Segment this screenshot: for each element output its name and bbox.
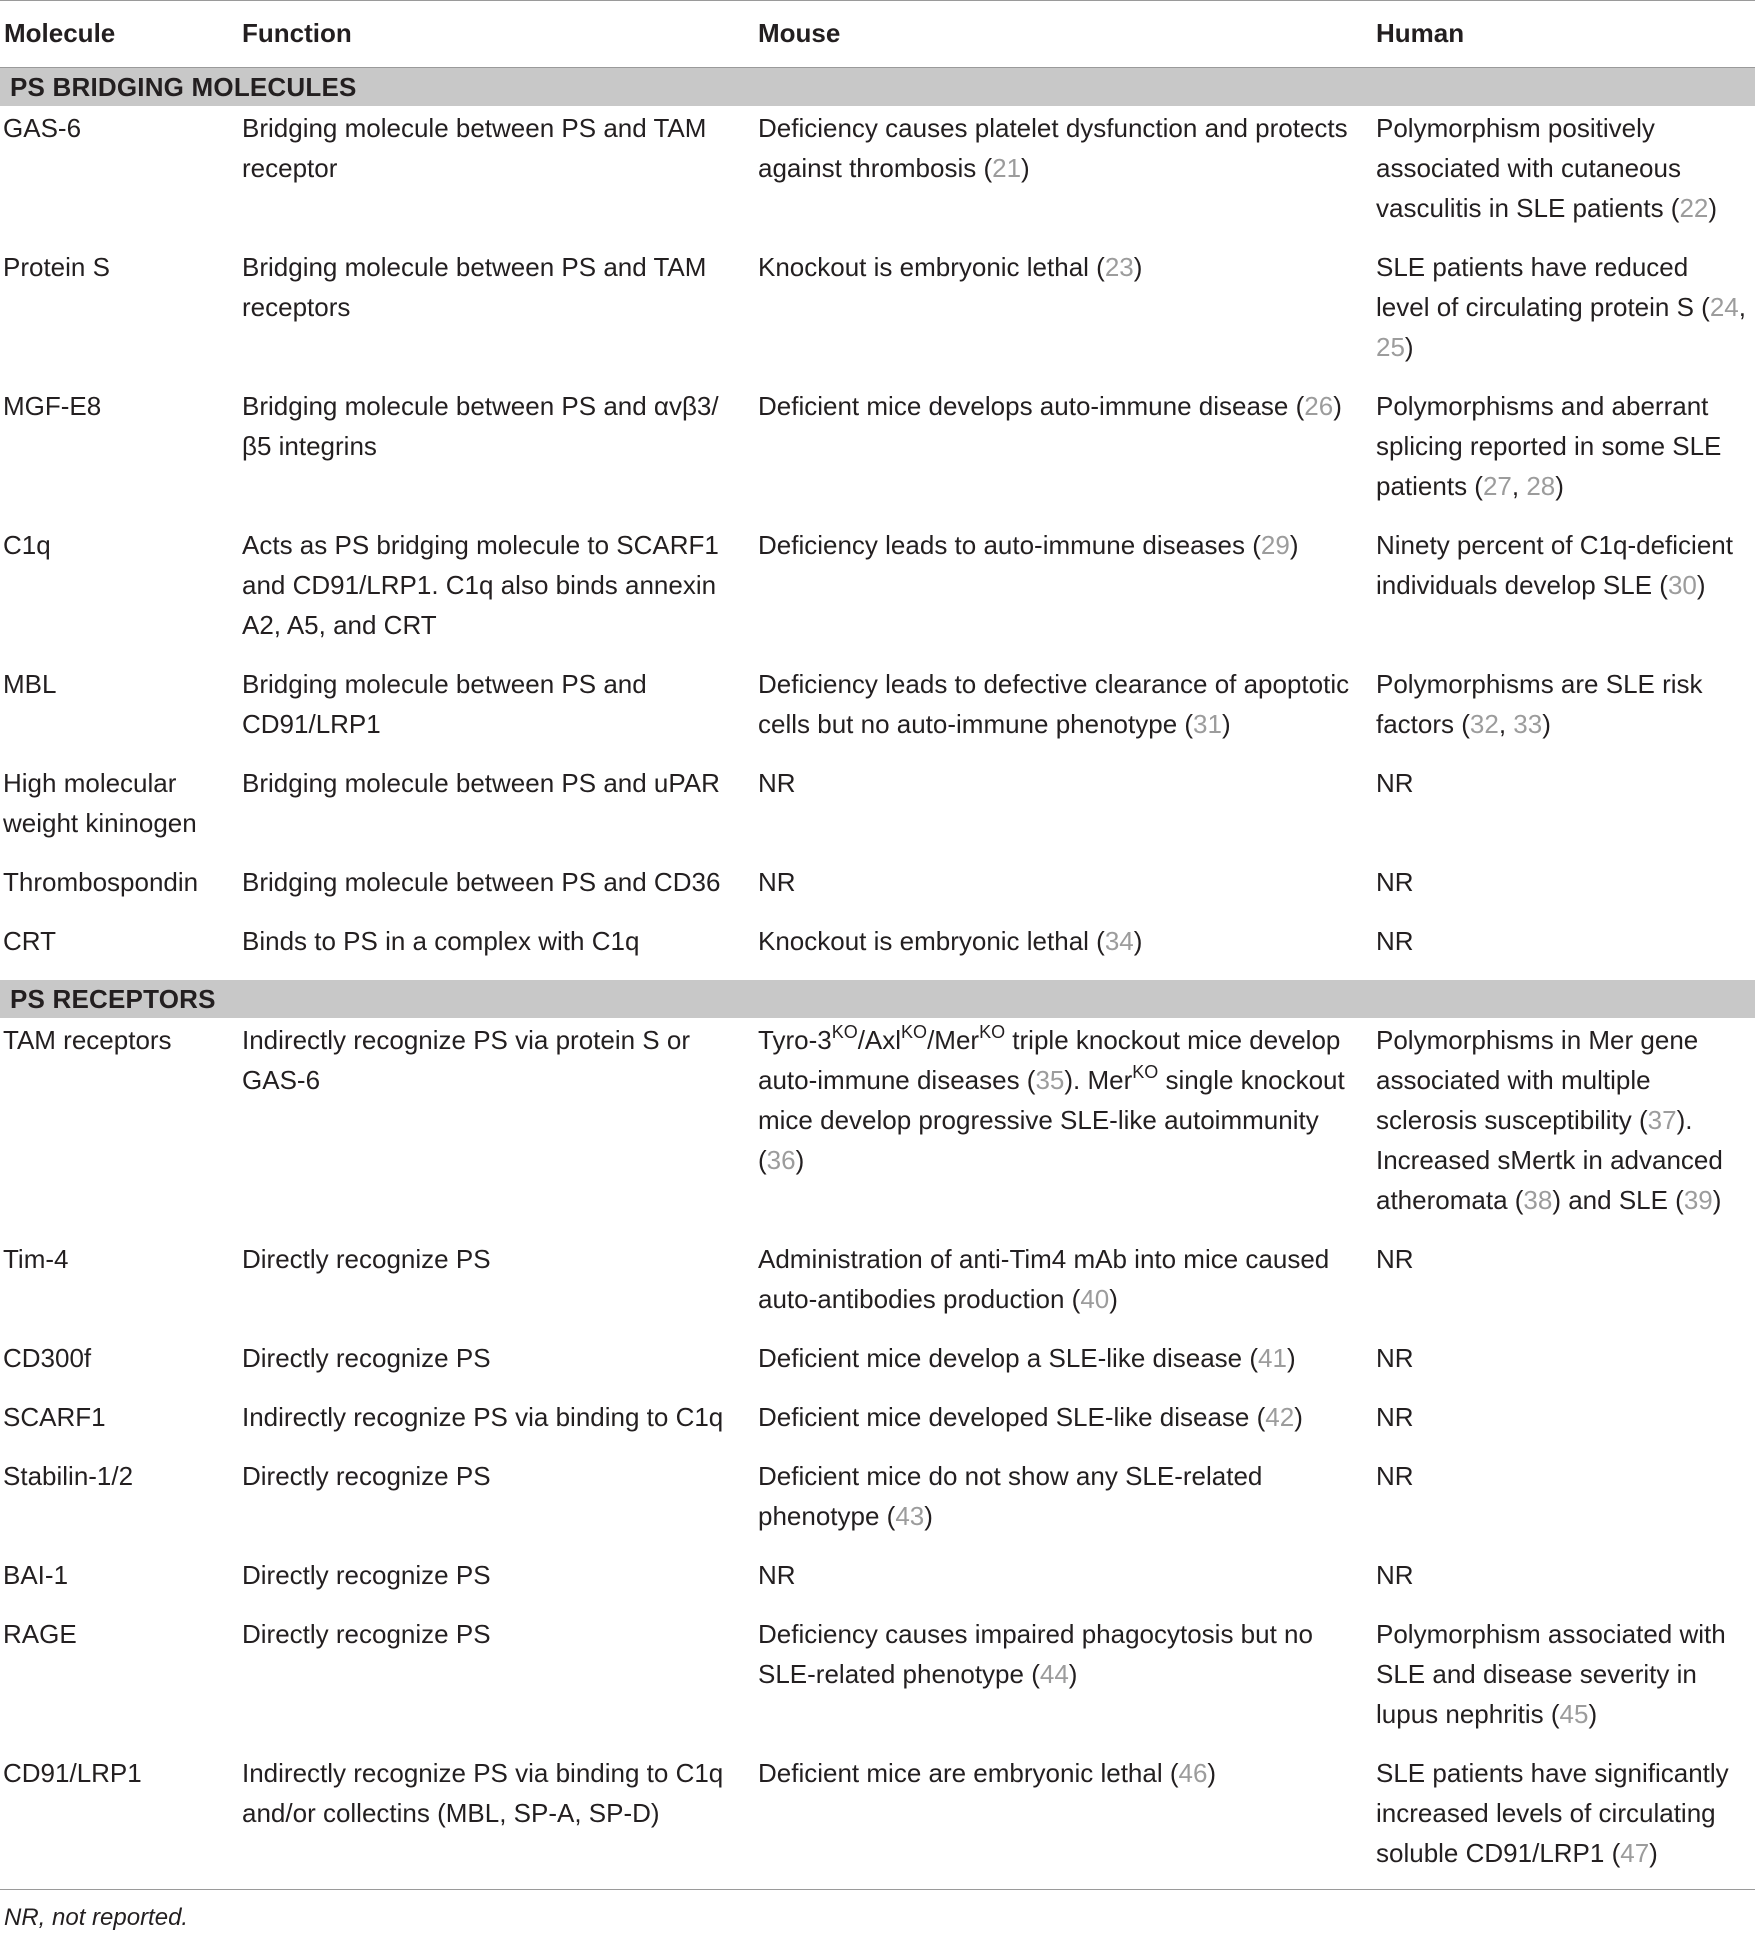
- citation-ref: 46: [1178, 1758, 1208, 1788]
- cell-text: single knockout mice develop progressive SLE-like autoimmunity (: [758, 1065, 1345, 1175]
- cell-text: ) and SLE (: [1552, 1185, 1684, 1215]
- mouse-cell: [754, 664, 1372, 763]
- cell-text: ): [1068, 1659, 1078, 1689]
- cell-text: ): [1221, 709, 1231, 739]
- human-cell: [1372, 106, 1755, 247]
- cell-text: ,: [1498, 709, 1514, 739]
- cell-text: Deficiency causes platelet dysfunction and protects against thrombosis (: [758, 113, 1348, 183]
- table-row: [0, 1456, 1755, 1555]
- human-cell: [1372, 1239, 1755, 1338]
- cell-text: ): [1289, 530, 1299, 560]
- human-cell: [1372, 664, 1755, 763]
- cell-text: Ninety percent of C1q-deficient individuals develop SLE (: [1376, 530, 1733, 600]
- citation-ref: 42: [1265, 1402, 1295, 1432]
- citation-ref: 40: [1080, 1284, 1110, 1314]
- cell-text: ). Mer: [1064, 1065, 1133, 1095]
- cell-text: /Axl: [857, 1025, 902, 1055]
- table-row: [0, 862, 1755, 921]
- cell-text: NR: [1376, 926, 1414, 956]
- cell-text: ): [1696, 570, 1706, 600]
- table-row: [0, 1018, 1755, 1239]
- molecule-cell: CRT: [3, 926, 56, 956]
- cell-text: NR: [1376, 1461, 1414, 1491]
- human-cell: [1372, 1614, 1755, 1753]
- cell-text: Deficiency causes impaired phagocytosis but no SLE-related phenotype (: [758, 1619, 1313, 1689]
- cell-text: ): [1294, 1402, 1303, 1432]
- cell-text: NR: [1376, 768, 1414, 798]
- citation-ref: 44: [1039, 1659, 1069, 1689]
- cell-text: ). Increased sMertk in advanced atheromata (: [1376, 1105, 1723, 1215]
- header-mouse: Mouse: [754, 1, 1372, 68]
- cell-text: Deficient mice developed SLE-like disease (: [758, 1402, 1266, 1432]
- cell-text: ): [1207, 1758, 1217, 1788]
- cell-text: Knockout is embryonic lethal (: [758, 926, 1105, 956]
- superscript: KO: [901, 1022, 928, 1043]
- citation-ref: 43: [895, 1501, 925, 1531]
- header-row: [0, 1, 1755, 68]
- cell-text: Polymorphism positively associated with cutaneous vasculitis in SLE patients (: [1376, 113, 1681, 223]
- citation-ref: 26: [1304, 391, 1334, 421]
- human-cell: [1372, 386, 1755, 525]
- function-cell: Indirectly recognize PS via protein S or GAS-6: [242, 1025, 690, 1095]
- function-cell: Bridging molecule between PS and CD36: [242, 867, 721, 897]
- table-row: [0, 1555, 1755, 1614]
- cell-text: Deficient mice do not show any SLE-related phenotype (: [758, 1461, 1263, 1531]
- function-cell: Acts as PS bridging molecule to SCARF1 and CD91/LRP1. C1q also binds annexin A2, A5, and CRT: [242, 530, 719, 640]
- function-cell: Bridging molecule between PS and TAM receptors: [242, 252, 707, 322]
- table-row: [0, 1753, 1755, 1890]
- human-cell: [1372, 525, 1755, 664]
- function-cell: Bridging molecule between PS and TAM receptor: [242, 113, 707, 183]
- citation-ref: 38: [1523, 1185, 1553, 1215]
- mouse-cell: [754, 106, 1372, 247]
- table-row: [0, 247, 1755, 386]
- cell-text: Deficiency leads to auto-immune diseases (: [758, 530, 1261, 560]
- molecule-cell: RAGE: [3, 1619, 77, 1649]
- human-cell: [1372, 1753, 1755, 1890]
- cell-text: NR: [758, 867, 796, 897]
- mouse-cell: [754, 1753, 1372, 1890]
- cell-text: SLE patients have reduced level of circulating protein S (: [1376, 252, 1710, 322]
- molecule-cell: MBL: [3, 669, 57, 699]
- human-cell: [1372, 763, 1755, 862]
- cell-text: Deficient mice develops auto-immune disease (: [758, 391, 1305, 421]
- molecule-cell: SCARF1: [3, 1402, 106, 1432]
- cell-text: ): [1649, 1838, 1658, 1868]
- mouse-cell: [754, 1456, 1372, 1555]
- cell-text: Tyro-3: [758, 1025, 832, 1055]
- table-row: [0, 1397, 1755, 1456]
- molecule-cell: Thrombospondin: [3, 867, 199, 897]
- function-cell: Directly recognize PS: [242, 1619, 491, 1649]
- citation-ref: 32: [1469, 709, 1499, 739]
- mouse-cell: [754, 1614, 1372, 1753]
- citation-ref: 23: [1104, 252, 1134, 282]
- table-row: [0, 921, 1755, 980]
- header-function: Function: [238, 1, 754, 68]
- cell-text: ): [1588, 1699, 1598, 1729]
- function-cell: Indirectly recognize PS via binding to C1q and/or collectins (MBL, SP-A, SP-D): [238, 1753, 754, 1890]
- cell-text: ): [1712, 1185, 1722, 1215]
- cell-text: Deficient mice are embryonic lethal (: [758, 1758, 1179, 1788]
- cell-text: ): [1708, 193, 1718, 223]
- human-cell: [1372, 1456, 1755, 1555]
- mouse-cell: [754, 1338, 1372, 1397]
- cell-text: ): [1133, 252, 1143, 282]
- citation-ref: 21: [992, 153, 1022, 183]
- human-cell: [1372, 1555, 1755, 1614]
- cell-text: Administration of anti-Tim4 mAb into mice caused auto-antibodies production (: [758, 1244, 1330, 1314]
- molecule-cell: C1q: [3, 530, 51, 560]
- molecule-cell: MGF-E8: [3, 391, 102, 421]
- cell-text: ): [1542, 709, 1551, 739]
- section-title-receptors: PS RECEPTORS: [0, 980, 1755, 1018]
- function-cell: Bridging molecule between PS and αvβ3/β5 integrins: [242, 391, 719, 461]
- mouse-cell: [754, 763, 1372, 862]
- table-row: [0, 763, 1755, 862]
- mouse-cell: [754, 1018, 1372, 1239]
- citation-ref: 28: [1526, 471, 1556, 501]
- citation-ref: 22: [1679, 193, 1709, 223]
- citation-ref: 36: [766, 1145, 796, 1175]
- cell-text: SLE patients have significantly increased levels of circulating soluble CD91/LRP1 (: [1376, 1758, 1729, 1868]
- cell-text: ): [1404, 332, 1414, 362]
- mouse-cell: [754, 1397, 1372, 1456]
- human-cell: [1372, 247, 1755, 386]
- cell-text: Polymorphisms are SLE risk factors (: [1376, 669, 1703, 739]
- function-cell: Directly recognize PS: [242, 1244, 491, 1274]
- cell-text: Deficient mice develop a SLE-like disease (: [758, 1343, 1259, 1373]
- cell-text: ): [1109, 1284, 1118, 1314]
- function-cell: Directly recognize PS: [242, 1560, 491, 1590]
- mouse-cell: [754, 1555, 1372, 1614]
- cell-text: Deficiency leads to defective clearance of apoptotic cells but no auto-immune phenotype (: [758, 669, 1350, 739]
- cell-text: Polymorphism associated with SLE and disease severity in lupus nephritis (: [1376, 1619, 1726, 1729]
- cell-text: ,: [1738, 292, 1746, 322]
- footnote: NR, not reported.: [4, 1904, 189, 1931]
- cell-text: ,: [1511, 471, 1527, 501]
- citation-ref: 37: [1647, 1105, 1677, 1135]
- mouse-cell: [754, 386, 1372, 525]
- cell-text: NR: [1376, 1402, 1414, 1432]
- cell-text: NR: [758, 1560, 796, 1590]
- citation-ref: 39: [1683, 1185, 1713, 1215]
- cell-text: NR: [1376, 1244, 1414, 1274]
- citation-ref: 30: [1667, 570, 1697, 600]
- mouse-cell: [754, 862, 1372, 921]
- superscript: KO: [831, 1022, 858, 1043]
- section-row-receptors: [0, 980, 1755, 1018]
- molecule-cell: CD300f: [3, 1343, 92, 1373]
- table-row: [0, 106, 1755, 247]
- cell-text: NR: [758, 768, 796, 798]
- cell-text: Polymorphisms in Mer gene associated with multiple sclerosis susceptibility (: [1376, 1025, 1699, 1135]
- human-cell: [1372, 862, 1755, 921]
- superscript: KO: [979, 1022, 1006, 1043]
- cell-text: NR: [1376, 867, 1414, 897]
- molecule-cell: GAS-6: [3, 113, 82, 143]
- cell-text: /Mer: [927, 1025, 980, 1055]
- function-cell: Directly recognize PS: [242, 1461, 491, 1491]
- cell-text: NR: [1376, 1343, 1414, 1373]
- function-cell: Directly recognize PS: [242, 1343, 491, 1373]
- human-cell: [1372, 1018, 1755, 1239]
- header-human: Human: [1372, 1, 1755, 68]
- header-molecule: Molecule: [0, 1, 238, 68]
- citation-ref: 41: [1258, 1343, 1287, 1373]
- molecule-cell: BAI-1: [3, 1560, 69, 1590]
- table-row: [0, 525, 1755, 664]
- mouse-cell: [754, 525, 1372, 664]
- cell-text: triple knockout mice develop auto-immune diseases (: [758, 1025, 1341, 1095]
- cell-text: ): [1333, 391, 1342, 421]
- molecule-cell: High molecular weight kininogen: [3, 768, 197, 838]
- mouse-cell: [754, 1239, 1372, 1338]
- molecule-cell: Protein S: [3, 252, 110, 282]
- cell-text: ): [1133, 926, 1143, 956]
- table-row: [0, 386, 1755, 525]
- section-row-bridging: [0, 68, 1755, 107]
- table-row: [0, 1338, 1755, 1397]
- function-cell: Indirectly recognize PS via binding to C1q: [242, 1402, 724, 1432]
- molecule-cell: Stabilin-1/2: [3, 1461, 134, 1491]
- human-cell: [1372, 921, 1755, 980]
- function-cell: Bridging molecule between PS and uPAR: [242, 768, 720, 798]
- citation-ref: 27: [1482, 471, 1512, 501]
- section-title-bridging: PS BRIDGING MOLECULES: [0, 68, 1755, 107]
- mouse-cell: [754, 921, 1372, 980]
- cell-text: ): [924, 1501, 933, 1531]
- citation-ref: 25: [1376, 332, 1405, 362]
- citation-ref: 24: [1709, 292, 1739, 322]
- table-row: [0, 1239, 1755, 1338]
- citation-ref: 47: [1620, 1838, 1650, 1868]
- molecule-cell: CD91/LRP1: [0, 1753, 238, 1890]
- cell-text: Polymorphisms and aberrant splicing reported in some SLE patients (: [1376, 391, 1722, 501]
- cell-text: ): [1286, 1343, 1296, 1373]
- mouse-cell: [754, 247, 1372, 386]
- molecule-cell: Tim-4: [3, 1244, 69, 1274]
- citation-ref: 35: [1035, 1065, 1065, 1095]
- citation-ref: 33: [1513, 709, 1543, 739]
- cell-text: ): [795, 1145, 805, 1175]
- molecule-cell: TAM receptors: [3, 1025, 172, 1055]
- superscript: KO: [1132, 1062, 1159, 1083]
- cell-text: NR: [1376, 1560, 1414, 1590]
- function-cell: Bridging molecule between PS and CD91/LRP1: [242, 669, 647, 739]
- table-row: [0, 1614, 1755, 1753]
- citation-ref: 45: [1559, 1699, 1589, 1729]
- cell-text: Knockout is embryonic lethal (: [758, 252, 1105, 282]
- cell-text: ): [1021, 153, 1030, 183]
- citation-ref: 29: [1260, 530, 1290, 560]
- table-row: [0, 664, 1755, 763]
- human-cell: [1372, 1397, 1755, 1456]
- citation-ref: 31: [1193, 709, 1222, 739]
- cell-text: ): [1555, 471, 1564, 501]
- human-cell: [1372, 1338, 1755, 1397]
- citation-ref: 34: [1104, 926, 1134, 956]
- function-cell: Binds to PS in a complex with C1q: [242, 926, 640, 956]
